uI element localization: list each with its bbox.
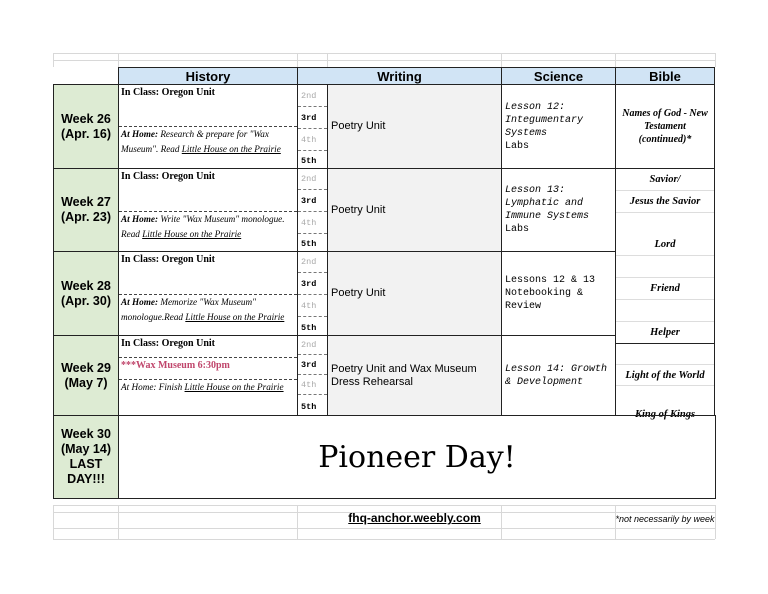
at-home-text xyxy=(119,380,297,420)
week-label xyxy=(53,335,119,416)
grid-line xyxy=(615,53,616,67)
header-writing: Writing xyxy=(297,67,502,85)
header-history: History xyxy=(118,67,298,85)
wax-museum-event: ***Wax Museum 6:30pm xyxy=(119,358,297,380)
bible-item: Jesus the Savior xyxy=(616,191,714,213)
science-labs: Labs xyxy=(505,140,530,152)
science-lesson: Lesson 12: Integumentary Systems xyxy=(505,101,584,139)
period-5th: 5th xyxy=(301,322,317,333)
last-label: LAST xyxy=(69,457,103,471)
period-4th: 4th xyxy=(298,212,327,234)
periods-column xyxy=(297,84,328,169)
book-title: Little House on the Prairie xyxy=(181,144,281,154)
bible-spacer xyxy=(616,344,714,365)
writing-cell: Poetry Unit and Wax Museum Dress Rehearsal xyxy=(327,335,502,416)
history-cell xyxy=(118,251,298,336)
grid-line xyxy=(297,53,298,67)
periods-column xyxy=(297,168,328,252)
week-date: (Apr. 23) xyxy=(60,210,111,224)
at-home-task: Memorize "Wax Museum" monologue.Read xyxy=(121,297,256,322)
bible-list xyxy=(615,168,715,420)
at-home-label: At Home: xyxy=(121,297,159,307)
week-date: (May 7) xyxy=(64,375,108,390)
periods-column xyxy=(297,251,328,336)
bible-item: Helper xyxy=(616,322,714,344)
grid-line xyxy=(715,53,716,67)
period-2nd: 2nd xyxy=(298,336,327,355)
period-4th: 4th xyxy=(298,375,327,395)
history-cell xyxy=(118,84,298,169)
at-home-text xyxy=(119,294,297,338)
bible-spacer xyxy=(616,386,714,405)
periods-column xyxy=(297,335,328,416)
website-link[interactable]: fhq-anchor.weebly.com xyxy=(348,511,481,525)
week-date: (Apr. 30) xyxy=(60,293,111,308)
grid-line xyxy=(297,505,298,539)
period-3rd: 3rd xyxy=(298,107,327,129)
bible-item: Light of the World xyxy=(616,365,714,386)
in-class-text: In Class: Oregon Unit xyxy=(121,171,215,182)
period-5th: 5th xyxy=(301,401,317,412)
pioneer-day-banner: Pioneer Day! xyxy=(118,415,716,499)
book-title: Little House on the Prairie xyxy=(185,312,285,322)
period-3rd: 3rd xyxy=(298,273,327,295)
in-class-text: In Class: Oregon Unit xyxy=(121,254,215,265)
period-4th: 4th xyxy=(298,295,327,317)
week-date: (Apr. 16) xyxy=(60,126,111,141)
grid-line xyxy=(118,53,119,67)
period-3rd: 3rd xyxy=(298,190,327,212)
science-cell xyxy=(501,335,616,416)
bible-item: Savior/ xyxy=(616,169,714,191)
history-cell xyxy=(118,335,298,416)
period-3rd: 3rd xyxy=(298,355,327,375)
period-2nd: 2nd xyxy=(298,85,327,107)
at-home-label: At Home: xyxy=(121,214,159,224)
bible-item: Friend xyxy=(616,278,714,300)
grid-line xyxy=(53,53,54,67)
history-cell xyxy=(118,168,298,252)
day-label: DAY!!! xyxy=(67,472,105,486)
grid-line xyxy=(501,53,502,67)
science-lesson: Lesson 13: Lymphatic and Immune Systems xyxy=(505,185,590,222)
week-label xyxy=(53,415,119,499)
at-home-text xyxy=(119,126,297,171)
week-number: Week 28 xyxy=(61,278,111,293)
science-lesson: Lessons 12 & 13 Notebooking & Review xyxy=(505,275,596,312)
writing-cell: Poetry Unit xyxy=(327,251,502,336)
book-title: Little House on the Prairie xyxy=(142,229,242,239)
week-date: (May 14) xyxy=(60,442,112,456)
at-home-text xyxy=(119,211,297,254)
period-4th: 4th xyxy=(298,129,327,151)
header-bible: Bible xyxy=(615,67,715,85)
week-label xyxy=(53,168,119,252)
science-cell xyxy=(501,168,616,252)
science-cell xyxy=(501,251,616,336)
writing-cell: Poetry Unit xyxy=(327,168,502,252)
at-home-label: At Home: xyxy=(121,129,159,139)
bible-spacer xyxy=(616,300,714,322)
header-science: Science xyxy=(501,67,616,85)
bible-item: King of Kings xyxy=(634,408,696,420)
bible-item: Lord xyxy=(616,234,714,256)
period-5th: 5th xyxy=(301,156,317,166)
in-class-text: In Class: Oregon Unit xyxy=(121,87,215,98)
in-class-text: In Class: Oregon Unit xyxy=(119,336,297,358)
week-number: Week 29 xyxy=(61,360,111,375)
science-labs: Labs xyxy=(505,224,530,235)
bible-names-of-god: Names of God - New Testament (continued)* xyxy=(615,84,715,169)
book-title: Little House on the Prairie xyxy=(184,382,284,392)
at-home-label: At Home: Finish xyxy=(121,382,185,392)
week-label xyxy=(53,84,119,169)
period-2nd: 2nd xyxy=(298,252,327,273)
week-number: Week 30 xyxy=(61,427,111,441)
writing-cell: Poetry Unit xyxy=(327,84,502,169)
period-2nd: 2nd xyxy=(298,169,327,190)
grid-line xyxy=(715,505,716,539)
science-lesson: Lesson 14: Growth & Development xyxy=(505,363,608,388)
at-home-task: Research & prepare for "Wax Museum". Read xyxy=(121,129,269,154)
bible-spacer xyxy=(616,213,714,234)
footnote: *not necessarily by week xyxy=(615,514,715,524)
at-home-task: Write "Wax Museum" monologue. Read xyxy=(121,214,285,239)
period-5th: 5th xyxy=(301,239,317,249)
science-cell xyxy=(501,84,616,169)
grid-line xyxy=(118,505,119,539)
bible-spacer xyxy=(616,256,714,278)
grid-line xyxy=(53,505,54,539)
grid-line xyxy=(327,53,328,67)
week-number: Week 26 xyxy=(61,111,111,126)
week-number: Week 27 xyxy=(61,195,111,209)
week-label xyxy=(53,251,119,336)
